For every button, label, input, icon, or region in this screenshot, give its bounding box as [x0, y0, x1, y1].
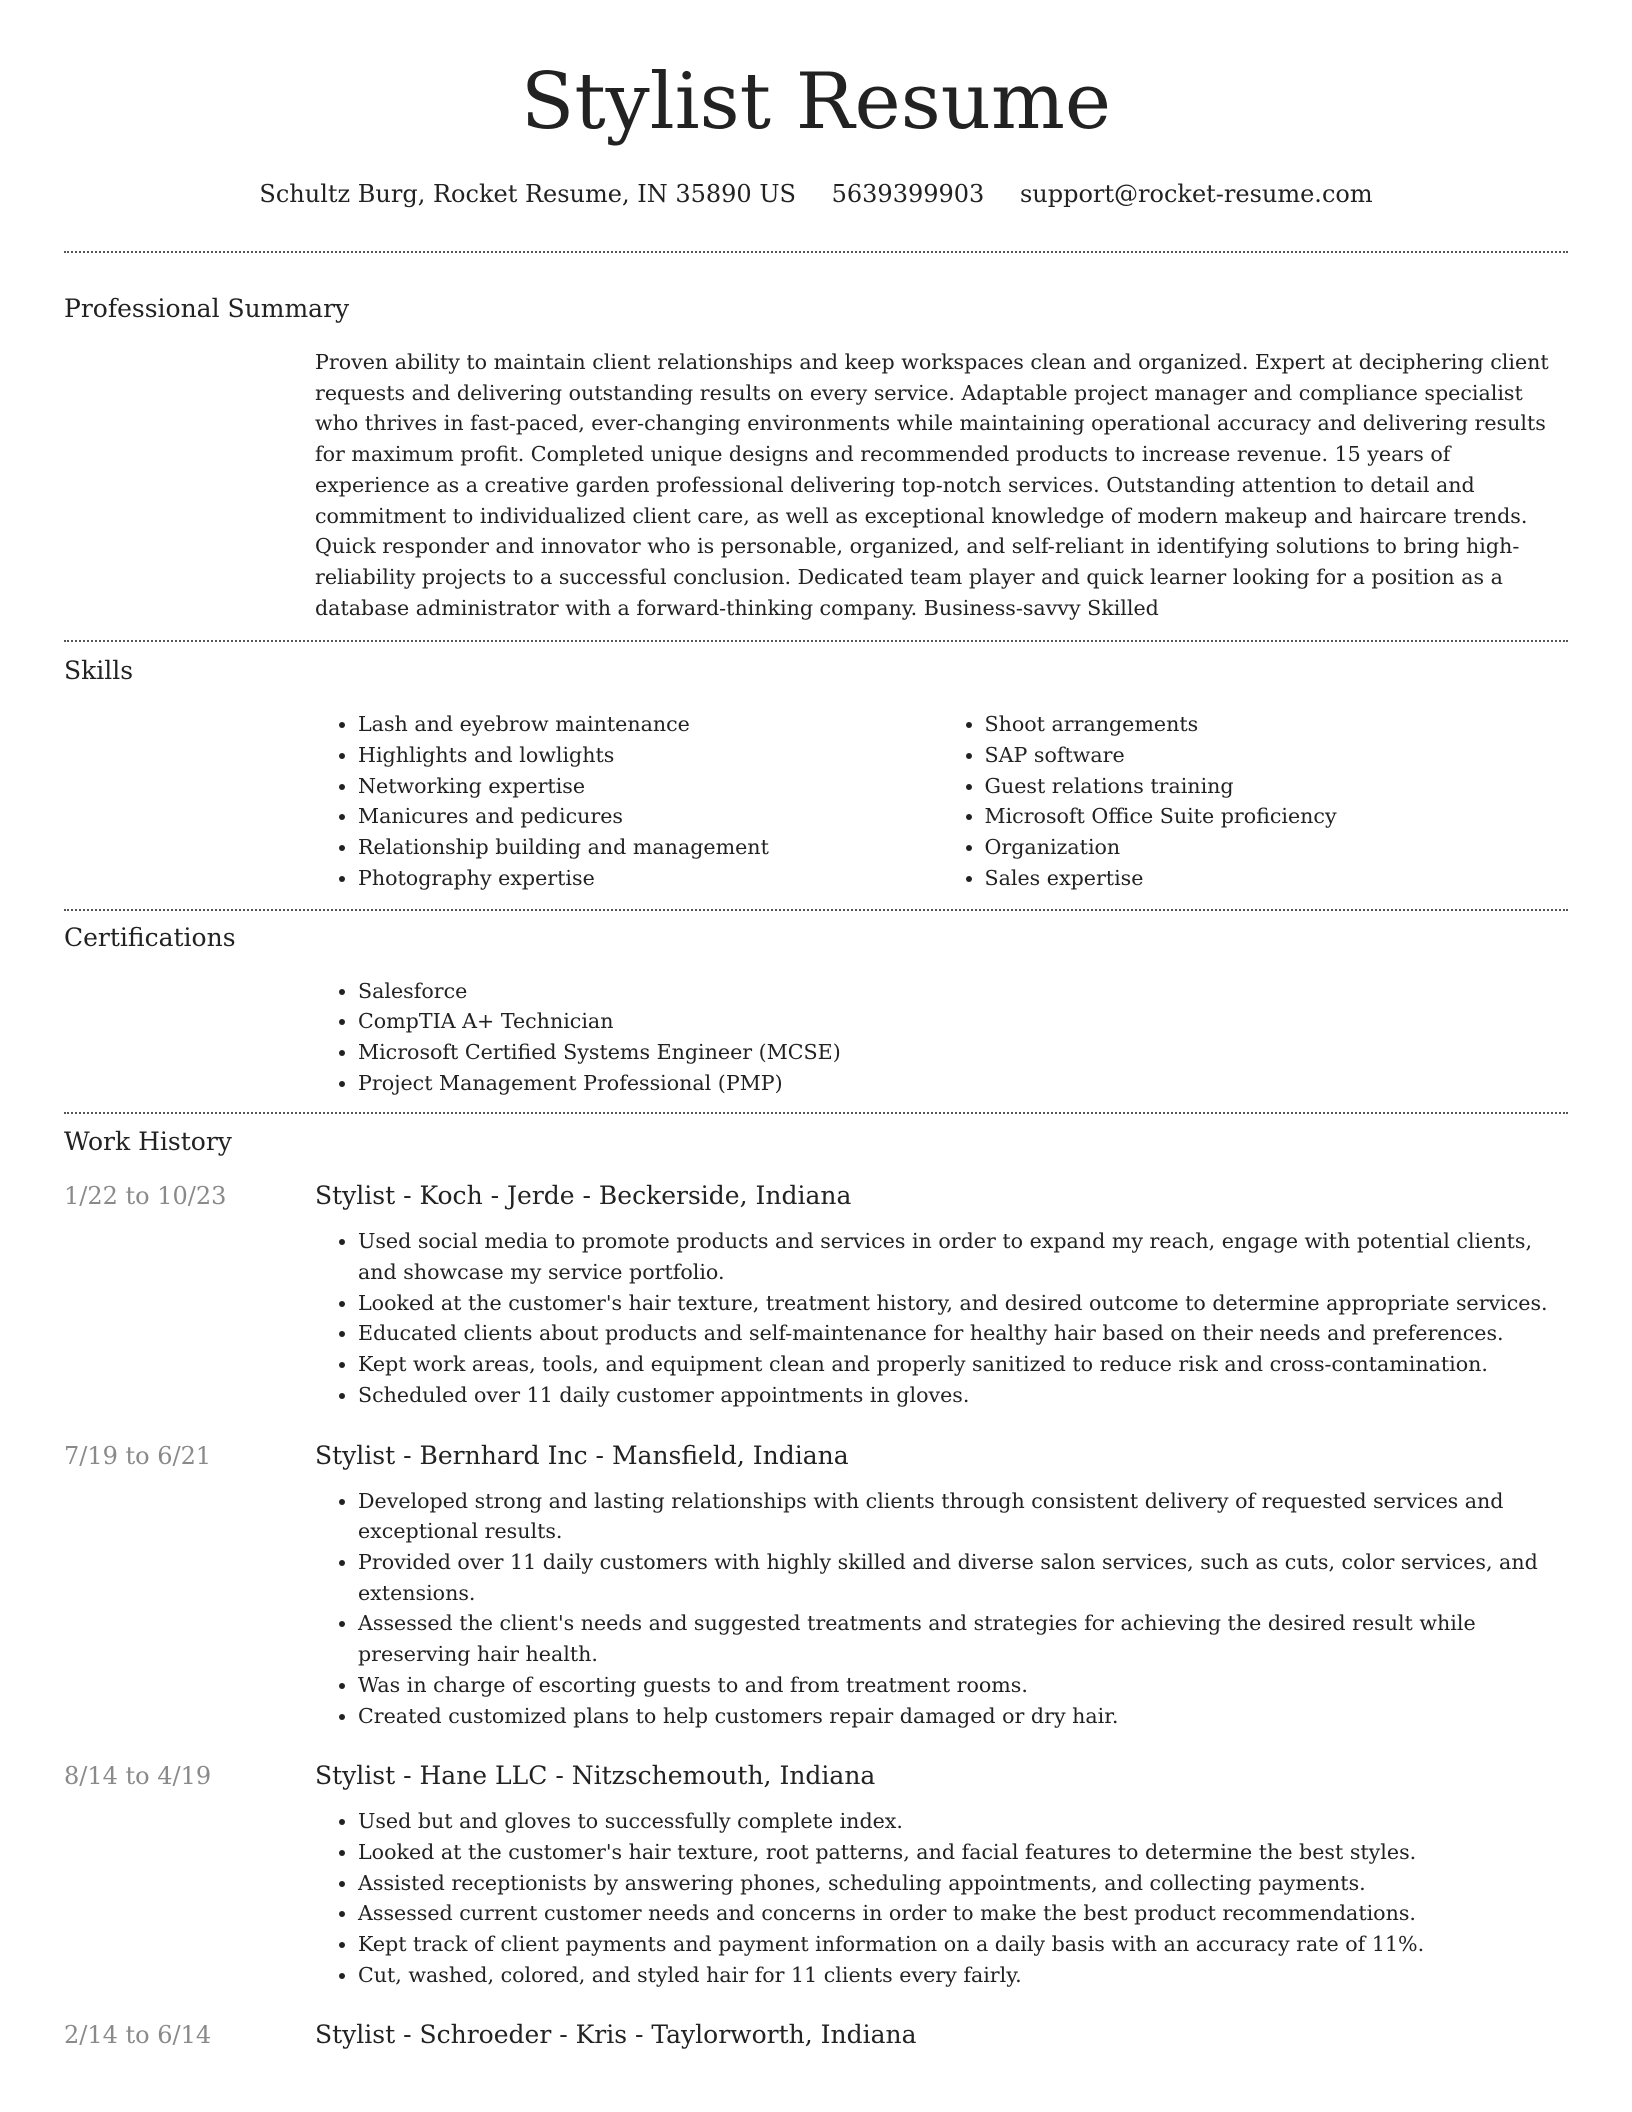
resume-title: Stylist Resume — [520, 57, 1112, 147]
certification-item: • Salesforce — [358, 976, 1568, 1007]
skill-item: • Microsoft Office Suite proficiency — [985, 801, 1569, 832]
job-duty: • Looked at the customer's hair texture, root patterns, and facial features to determine the best styles. — [358, 1837, 1568, 1868]
job-duty: • Kept work areas, tools, and equipment clean and properly sanitized to reduce risk and cross-contamination. — [358, 1349, 1568, 1380]
job-duty: • Assessed current customer needs and concerns in order to make the best product recommendations. — [358, 1898, 1568, 1929]
skills-list — [315, 709, 1568, 893]
job-entry — [64, 1178, 1568, 1410]
job-title: Stylist - Schroeder - Kris - Taylorworth, Indiana — [315, 2020, 917, 2050]
skill-item: • Shoot arrangements — [985, 709, 1569, 740]
skill-item: • Lash and eyebrow maintenance — [358, 709, 942, 740]
summary-text: Proven ability to maintain client relationships and keep workspaces clean and organized. Expert at deciphering client requests and delivering outstanding results on every service. Adaptable project manager and compliance specialist who thrives in fast-paced, ever-changing environments while maintaining operational accuracy and delivering results for maximum profit. Completed unique designs and recommended products to increase revenue. 15 years of experience as a creative garden professional delivering top-notch services. Outstanding attention to detail and commitment to individualized client care, as well as exceptional knowledge of modern makeup and haircare trends. Quick responder and innovator who is personable, organized, and self-reliant in identifying solutions to bring high-reliability projects to a successful conclusion. Dedicated team player and quick learner looking for a position as a database administrator with a forward-thinking company. Business-savvy Skilled — [315, 350, 1549, 620]
job-duty: • Provided over 11 daily customers with highly skilled and diverse salon services, such as cuts, color services, and extensions. — [358, 1547, 1568, 1608]
job-duty: • Created customized plans to help customers repair damaged or dry hair. — [358, 1701, 1568, 1732]
job-duty: • Cut, washed, colored, and styled hair for 11 clients every fairly. — [358, 1960, 1568, 1991]
job-duty: • Assessed the client's needs and suggested treatments and strategies for achieving the desired result while preserving hair health. — [358, 1608, 1568, 1669]
contact-email: support@rocket-resume.com — [1019, 180, 1373, 208]
job-dates: 1/22 to 10/23 — [64, 1182, 227, 1211]
skill-item: • Guest relations training — [985, 771, 1569, 802]
job-duty: • Was in charge of escorting guests to and from treatment rooms. — [358, 1670, 1568, 1701]
job-duty: • Educated clients about products and self-maintenance for healthy hair based on their needs and preferences. — [358, 1318, 1568, 1349]
job-duty: • Used but and gloves to successfully complete index. — [358, 1806, 1568, 1837]
job-entry — [64, 2017, 1568, 2057]
skill-item: • Relationship building and management — [358, 832, 942, 863]
resume-page — [64, 0, 1568, 2057]
divider — [64, 1112, 1568, 1114]
job-entry — [64, 1758, 1568, 1990]
contact-phone: 5639399903 — [831, 180, 985, 208]
job-duty: • Assisted receptionists by answering phones, scheduling appointments, and collecting payments. — [358, 1868, 1568, 1899]
skill-item: • Manicures and pedicures — [358, 801, 942, 832]
job-title: Stylist - Bernhard Inc - Mansfield, Indiana — [315, 1440, 849, 1470]
work-history-heading: Work History — [64, 1127, 232, 1157]
certification-item: • Project Management Professional (PMP) — [358, 1068, 1568, 1099]
job-dates: 7/19 to 6/21 — [64, 1441, 212, 1470]
contact-line — [64, 178, 1568, 210]
skill-item: • Sales expertise — [985, 863, 1569, 894]
certifications-heading: Certifications — [64, 922, 236, 952]
divider — [64, 251, 1568, 253]
contact-address: Schultz Burg, Rocket Resume, IN 35890 US — [259, 180, 796, 208]
skill-item: • SAP software — [985, 740, 1569, 771]
certification-item: • CompTIA A+ Technician — [358, 1006, 1568, 1037]
skill-item: • Organization — [985, 832, 1569, 863]
job-entry — [64, 1438, 1568, 1732]
skills-heading: Skills — [64, 656, 134, 686]
skills-left-column — [315, 709, 942, 893]
skill-item: • Highlights and lowlights — [358, 740, 942, 771]
skills-right-column — [942, 709, 1569, 893]
skill-item: • Networking expertise — [358, 771, 942, 802]
skill-item: • Photography expertise — [358, 863, 942, 894]
certifications-list — [315, 976, 1568, 1099]
job-duty: • Kept track of client payments and payment information on a daily basis with an accuracy rate of 11%. — [358, 1929, 1568, 1960]
divider — [64, 909, 1568, 911]
certification-item: • Microsoft Certified Systems Engineer (MCSE) — [358, 1037, 1568, 1068]
job-dates: 8/14 to 4/19 — [64, 1762, 212, 1791]
job-duty: • Used social media to promote products and services in order to expand my reach, engage with potential clients, and showcase my service portfolio. — [358, 1226, 1568, 1287]
job-duty: • Developed strong and lasting relationships with clients through consistent delivery of requested services and exceptional results. — [358, 1486, 1568, 1547]
divider — [64, 640, 1568, 642]
job-duties — [315, 1486, 1568, 1732]
job-title: Stylist - Koch - Jerde - Beckerside, Indiana — [315, 1181, 852, 1211]
job-duties — [315, 1806, 1568, 1990]
job-duty: • Looked at the customer's hair texture, treatment history, and desired outcome to determine appropriate services. — [358, 1288, 1568, 1319]
job-duties — [315, 1226, 1568, 1410]
job-dates: 2/14 to 6/14 — [64, 2021, 212, 2050]
summary-heading: Professional Summary — [64, 294, 350, 323]
job-duty: • Scheduled over 11 daily customer appointments in gloves. — [358, 1380, 1568, 1411]
job-title: Stylist - Hane LLC - Nitzschemouth, Indiana — [315, 1761, 876, 1791]
